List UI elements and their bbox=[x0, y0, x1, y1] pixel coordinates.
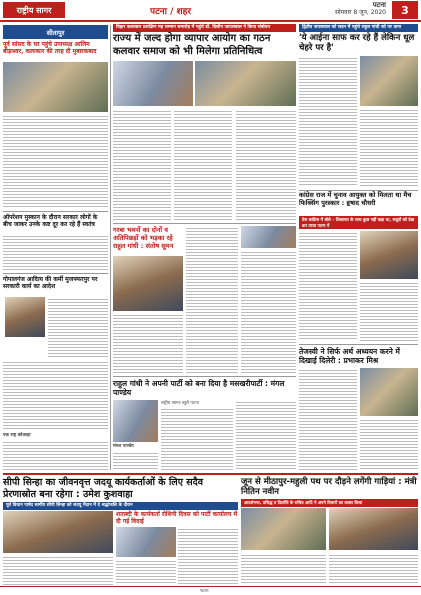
cpi-text-1 bbox=[3, 555, 113, 585]
gadkari-headline: जून से मीठापुर-महुली पथ पर दौड़ने लगेंगी गाड़ियां : मंत्री नितिन नवीन bbox=[241, 477, 417, 497]
left-tag: सीतापुर bbox=[3, 25, 108, 39]
left-headline-1: पूर्व सांसद के घर पहुंचे उपाध्यक्ष आलिम बीड़ाश्वर, कलाकार की तरह दी मुबारकबाद bbox=[3, 41, 97, 55]
tejashwi-photo bbox=[360, 368, 418, 416]
left-headline-2: ऑपरेशन मुस्कान के दौरान सरकार लोगों के बीच जाकर उनके कष्ट दूर कर रहे हैं स्वतंत्र bbox=[3, 211, 108, 228]
section-title: पटना / शहर bbox=[150, 7, 192, 17]
gadkari-subhead: आदर्शनगर, प्रसिद्ध व विज्ञप्ति के सचिव आदि ने अपने विचारों का व्यक्त किया bbox=[241, 499, 418, 507]
dateline bbox=[304, 2, 386, 16]
tejashwi-text-2 bbox=[360, 418, 418, 470]
congress-text-1 bbox=[299, 231, 357, 341]
congress-headline: कांग्रेस राज में चुनाव आयुक्त को मिलता था मैच फिक्सिंग पुरस्कार : हृषाद चौधरी bbox=[299, 191, 412, 207]
rahul-text-2 bbox=[236, 400, 296, 470]
congress-text-2 bbox=[360, 281, 418, 341]
right-kicker: द्वितीय जयसवाल को सदन में पहुंचे राहुल गांधी को पर ताना bbox=[299, 24, 418, 32]
mid-text-2 bbox=[186, 226, 238, 374]
mid-photo-2 bbox=[241, 226, 296, 248]
lead-text-col-3 bbox=[236, 109, 296, 221]
sanitation-text-1 bbox=[178, 527, 238, 585]
cpi-headline: सीपी सिन्हा का जीवनवृत्त जदयू कार्यकर्ताओं के लिए सदैव प्रेरणास्रोत बना रहेगा : उमेश कुशवाहा bbox=[3, 477, 204, 500]
left-article-text-2 bbox=[3, 234, 108, 272]
rahul-text-3 bbox=[113, 451, 158, 470]
rahul-headline: राहुल गांधी ने अपनी पार्टी को बना दिया है मसखरीपार्टी : मंगल पाण्डेय bbox=[113, 379, 285, 397]
left-article-text-4 bbox=[3, 360, 108, 430]
footer-label: पटना bbox=[200, 589, 209, 594]
top-banner: विहार कलाकार प्रशक्षिण मह सम्मान समारोह में पहुंचे डॉ. दिलीप जायसवाल ने किया संबोधन bbox=[113, 24, 296, 32]
tejashwi-text-1 bbox=[299, 368, 357, 470]
column-divider bbox=[110, 25, 111, 470]
right-headline: 'ये आईना साफ कर रहे हैं लेकिन धूल चेहरे पर है' bbox=[299, 33, 415, 53]
mid-text-3 bbox=[241, 250, 296, 374]
rahul-divider bbox=[113, 376, 296, 377]
rahul-photo bbox=[113, 400, 158, 442]
newspaper-logo: राष्ट्रीय सागर bbox=[3, 2, 65, 18]
mid-photo bbox=[113, 256, 183, 311]
lead-photo-1 bbox=[113, 61, 193, 106]
left-article-text-3 bbox=[48, 297, 108, 357]
date-label: सोमवार 8 जून, 2020 bbox=[334, 9, 386, 16]
sanitation-photo bbox=[116, 527, 176, 557]
gadkari-text-1 bbox=[241, 553, 326, 585]
tejashwi-headline: तेजस्वी ने सिर्फ अर्थ अध्ययन करने में दिखाई दिलेरी : प्रभाकर मिश्र bbox=[299, 347, 400, 365]
right-text-1 bbox=[299, 56, 357, 186]
lead-text-col-2 bbox=[174, 109, 232, 221]
left-article-text-5 bbox=[3, 440, 108, 470]
left-article-text-1 bbox=[3, 114, 108, 209]
left-photo-2 bbox=[5, 297, 45, 337]
lead-photo-2 bbox=[195, 61, 296, 106]
left-caption: एक राष्ट्र कोकाहा bbox=[3, 433, 31, 438]
city-label: पटना bbox=[372, 1, 386, 9]
mid-text-1 bbox=[113, 313, 183, 373]
congress-photo bbox=[360, 231, 418, 279]
rahul-name-caption: मंगल पाण्डेय bbox=[113, 444, 134, 449]
page-number: 3 bbox=[392, 1, 418, 19]
mid-headline: गरबा भवनों का दोनों व अतिपिछड़ों को भड़का रहे राहुल गांधी : संतोष सुमन bbox=[113, 226, 174, 250]
gadkari-photo-1 bbox=[241, 508, 326, 550]
rahul-byline: राष्ट्रीय सागर ब्यूरो पटना bbox=[161, 401, 199, 406]
lead-headline: राज्य में जल्द होगा व्यापार आयोग का गठन कलवार समाज को भी मिलेगा प्रतिनिधित्व bbox=[113, 33, 271, 57]
tejashwi-divider bbox=[299, 344, 418, 345]
gadkari-text-2 bbox=[329, 553, 418, 585]
sanitation-text-2 bbox=[116, 559, 176, 585]
sanitation-headline: शताब्दी के कार्यकर्ता रोशिनी दिवस को पार्टी कार्यालय में दी गई विदाई bbox=[116, 511, 238, 526]
left-headline-3: गोपालगंज आदित्य की कर्मी मुजफ्फरपुर पर सरकारी कार्य का आदेश bbox=[3, 273, 108, 290]
bottom-rule bbox=[3, 473, 418, 475]
cpi-subhead: पूर्व विधान पार्षद स्वर्गीय सीपी सिन्हा को जदयू मैदान में दे श्रद्धांजलि के दौरान bbox=[3, 502, 238, 510]
footer bbox=[0, 586, 421, 595]
left-photo-1 bbox=[3, 62, 108, 112]
mid-divider bbox=[113, 223, 296, 224]
gadkari-photo-2 bbox=[329, 508, 418, 550]
cpi-photo bbox=[3, 511, 113, 553]
lead-text-col-1 bbox=[113, 109, 171, 221]
right-text-2 bbox=[360, 108, 418, 188]
congress-kicker: प्रेस कांफ्रेंस में बोले – शिकायत के साथ कुछ नहीं कहा था, सबूतों को देख कर ताजा पटना में bbox=[299, 216, 418, 229]
rahul-text-1 bbox=[161, 407, 233, 470]
right-photo bbox=[360, 56, 418, 106]
